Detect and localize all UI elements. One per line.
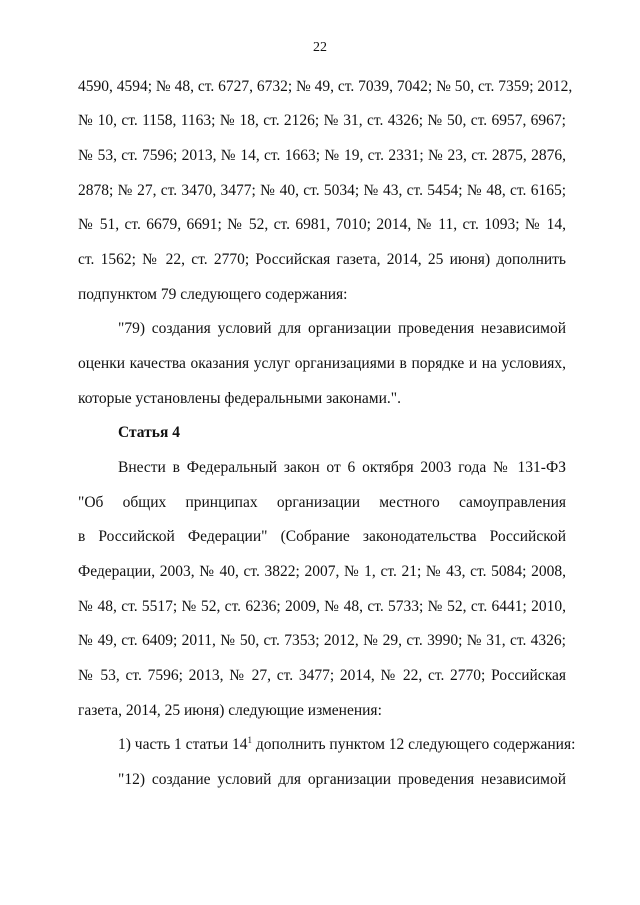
text-line: "79) создания условий для организации проведения независимой bbox=[118, 320, 566, 337]
text-line: газета, 2014, 25 июня) следующие изменения: bbox=[78, 702, 382, 719]
superscript: 1 bbox=[247, 735, 253, 745]
text-line: которые установлены федеральными законами.". bbox=[78, 390, 401, 407]
item-text: дополнить пунктом 12 следующего содержания: bbox=[252, 736, 576, 753]
text-line: 4590, 4594; № 48, ст. 6727, 6732; № 49, ст. 7039, 7042; № 50, ст. 7359; 2012, bbox=[78, 78, 573, 95]
text-line: № 51, ст. 6679, 6691; № 52, ст. 6981, 7010; 2014, № 11, ст. 1093; № 14, bbox=[78, 216, 566, 233]
text-line: в Российской Федерации" (Собрание законодательства Российской bbox=[78, 528, 566, 545]
text-line: № 10, ст. 1158, 1163; № 18, ст. 2126; № 31, ст. 4326; № 50, ст. 6957, 6967; bbox=[78, 112, 566, 129]
text-line: "Об общих принципах организации местного самоуправления bbox=[78, 494, 566, 511]
text-line: ст. 1562; № 22, ст. 2770; Российская газета, 2014, 25 июня) дополнить bbox=[78, 251, 566, 268]
text-line: № 53, ст. 7596; 2013, № 14, ст. 1663; № 19, ст. 2331; № 23, ст. 2875, 2876, bbox=[78, 147, 566, 164]
text-line: № 48, ст. 5517; № 52, ст. 6236; 2009, № 48, ст. 5733; № 52, ст. 6441; 2010, bbox=[78, 598, 566, 615]
item-text: 1) часть 1 статьи 14 bbox=[118, 736, 248, 753]
text-line: оценки качества оказания услуг организациями в порядке и на условиях, bbox=[78, 355, 566, 372]
text-line: 2878; № 27, ст. 3470, 3477; № 40, ст. 5034; № 43, ст. 5454; № 48, ст. 6165; bbox=[78, 182, 566, 199]
list-item-1 bbox=[118, 734, 576, 756]
text-line: Федерации, 2003, № 40, ст. 3822; 2007, № 1, ст. 21; № 43, ст. 5084; 2008, bbox=[78, 563, 566, 580]
text-line: "12) создание условий для организации проведения независимой bbox=[118, 771, 566, 788]
text-line: № 53, ст. 7596; 2013, № 27, ст. 3477; 2014, № 22, ст. 2770; Российская bbox=[78, 667, 566, 684]
text-line: Внести в Федеральный закон от 6 октября 2003 года № 131-ФЗ bbox=[118, 459, 566, 476]
page-number: 22 bbox=[313, 40, 327, 55]
text-line: подпунктом 79 следующего содержания: bbox=[78, 286, 348, 303]
article-heading: Статья 4 bbox=[118, 424, 180, 441]
text-line: № 49, ст. 6409; 2011, № 50, ст. 7353; 2012, № 29, ст. 3990; № 31, ст. 4326; bbox=[78, 632, 566, 649]
